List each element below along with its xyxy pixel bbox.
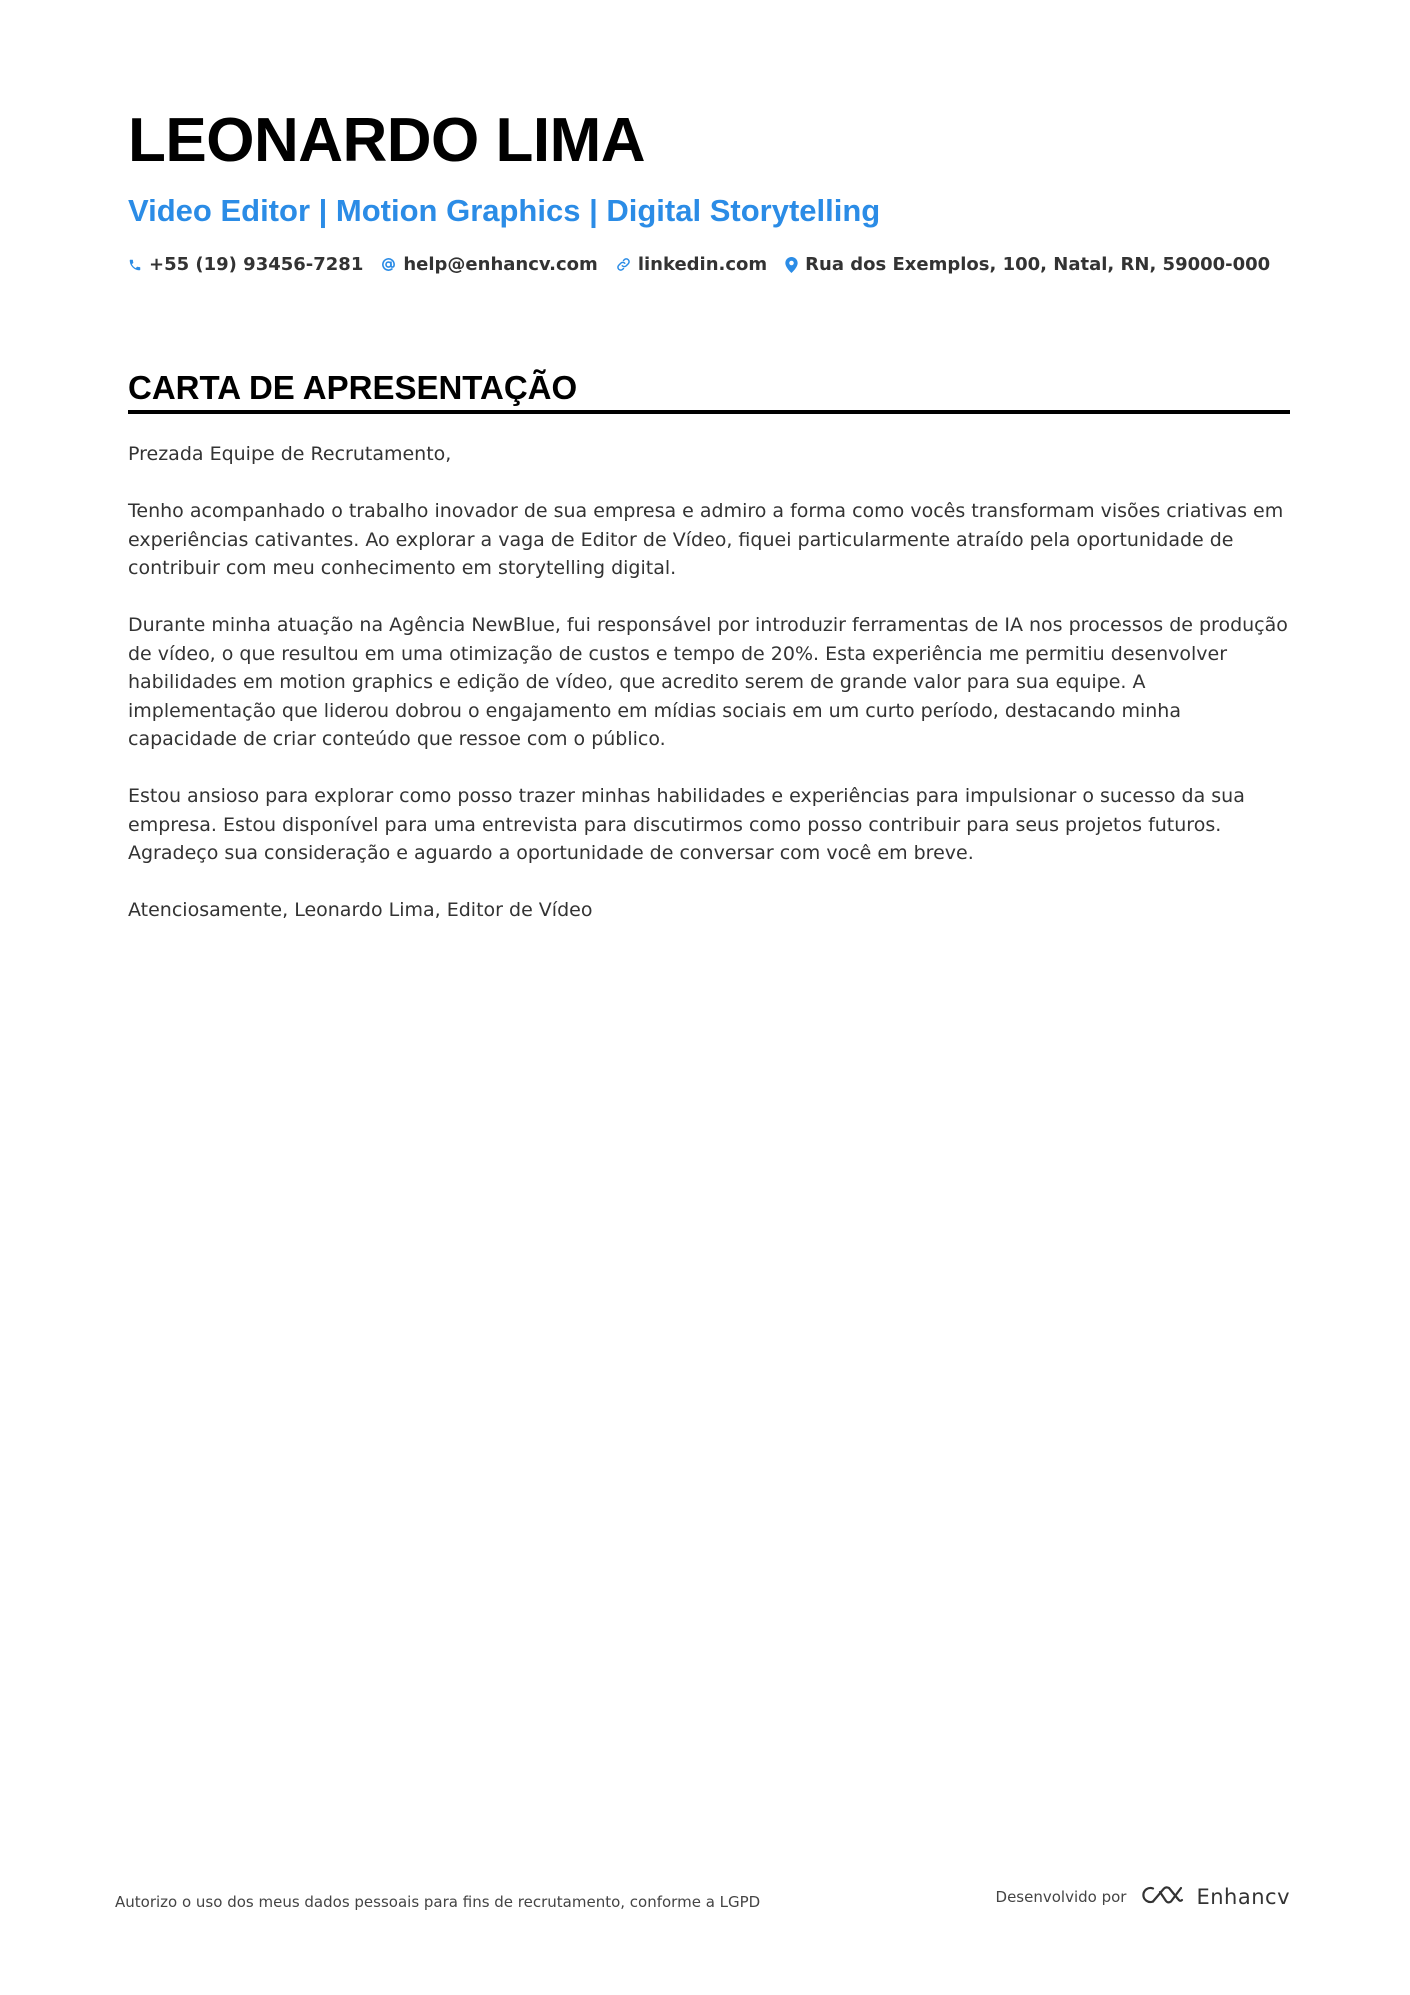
contact-email: [381, 254, 597, 275]
letter-greeting: Prezada Equipe de Recrutamento,: [128, 443, 452, 465]
section-title: CARTA DE APRESENTAÇÃO: [128, 369, 578, 406]
contact-linkedin: [616, 254, 767, 275]
phone-icon: [128, 258, 142, 272]
cover-letter-body: [128, 440, 1290, 953]
candidate-headline: Video Editor | Motion Graphics | Digital Storytelling: [128, 193, 881, 228]
powered-by-label: Desenvolvido por: [995, 1888, 1127, 1906]
brand-name[interactable]: Enhancv: [1196, 1885, 1290, 1909]
location-pin-icon: [785, 257, 798, 273]
contact-address-text: Rua dos Exemplos, 100, Natal, RN, 59000-000: [805, 254, 1271, 275]
enhancv-logo-icon: [1138, 1883, 1184, 1911]
contact-phone-text[interactable]: +55 (19) 93456-7281: [149, 254, 364, 275]
candidate-name: LEONARDO LIMA: [128, 106, 646, 175]
letter-paragraph: Durante minha atuação na Agência NewBlue, fui responsável por introduzir ferramentas de IA nos processos de produção de vídeo, o que resultou em uma otimização de custos e tempo de 20%. Esta experiência me permitiu desenvolver habilidades em motion graphics e edição de vídeo, que acredito serem de grande valor para sua equipe. A implementação que liderou dobrou o engajamento em mídias sociais em um curto período, destacando minha capacidade de criar conteúdo que ressoe com o público.: [128, 614, 1288, 750]
contact-address: [785, 254, 1270, 275]
section-divider: [128, 410, 1290, 414]
link-icon: [616, 257, 631, 272]
letter-paragraph: Estou ansioso para explorar como posso trazer minhas habilidades e experiências para impulsionar o sucesso da sua empresa. Estou disponível para uma entrevista para discutirmos como posso contribuir para seus projetos futuros. Agradeço sua consideração e aguardo a oportunidade de conversar com você em breve.: [128, 785, 1245, 864]
contact-linkedin-text[interactable]: linkedin.com: [637, 254, 768, 275]
at-icon: [381, 257, 396, 272]
letter-closing: Atenciosamente, Leonardo Lima, Editor de Vídeo: [128, 899, 593, 921]
footer-branding: [996, 1883, 1290, 1911]
contact-email-text[interactable]: help@enhancv.com: [403, 254, 598, 275]
consent-note: Autorizo o uso dos meus dados pessoais para fins de recrutamento, conforme a LGPD: [115, 1893, 761, 1911]
contact-bar: [128, 254, 1270, 275]
letter-paragraph: Tenho acompanhado o trabalho inovador de sua empresa e admiro a forma como vocês transformam visões criativas em experiências cativantes. Ao explorar a vaga de Editor de Vídeo, fiquei particularmente atraído pela oportunidade de contribuir com meu conhecimento em storytelling digital.: [128, 500, 1284, 579]
contact-phone: [128, 254, 363, 275]
